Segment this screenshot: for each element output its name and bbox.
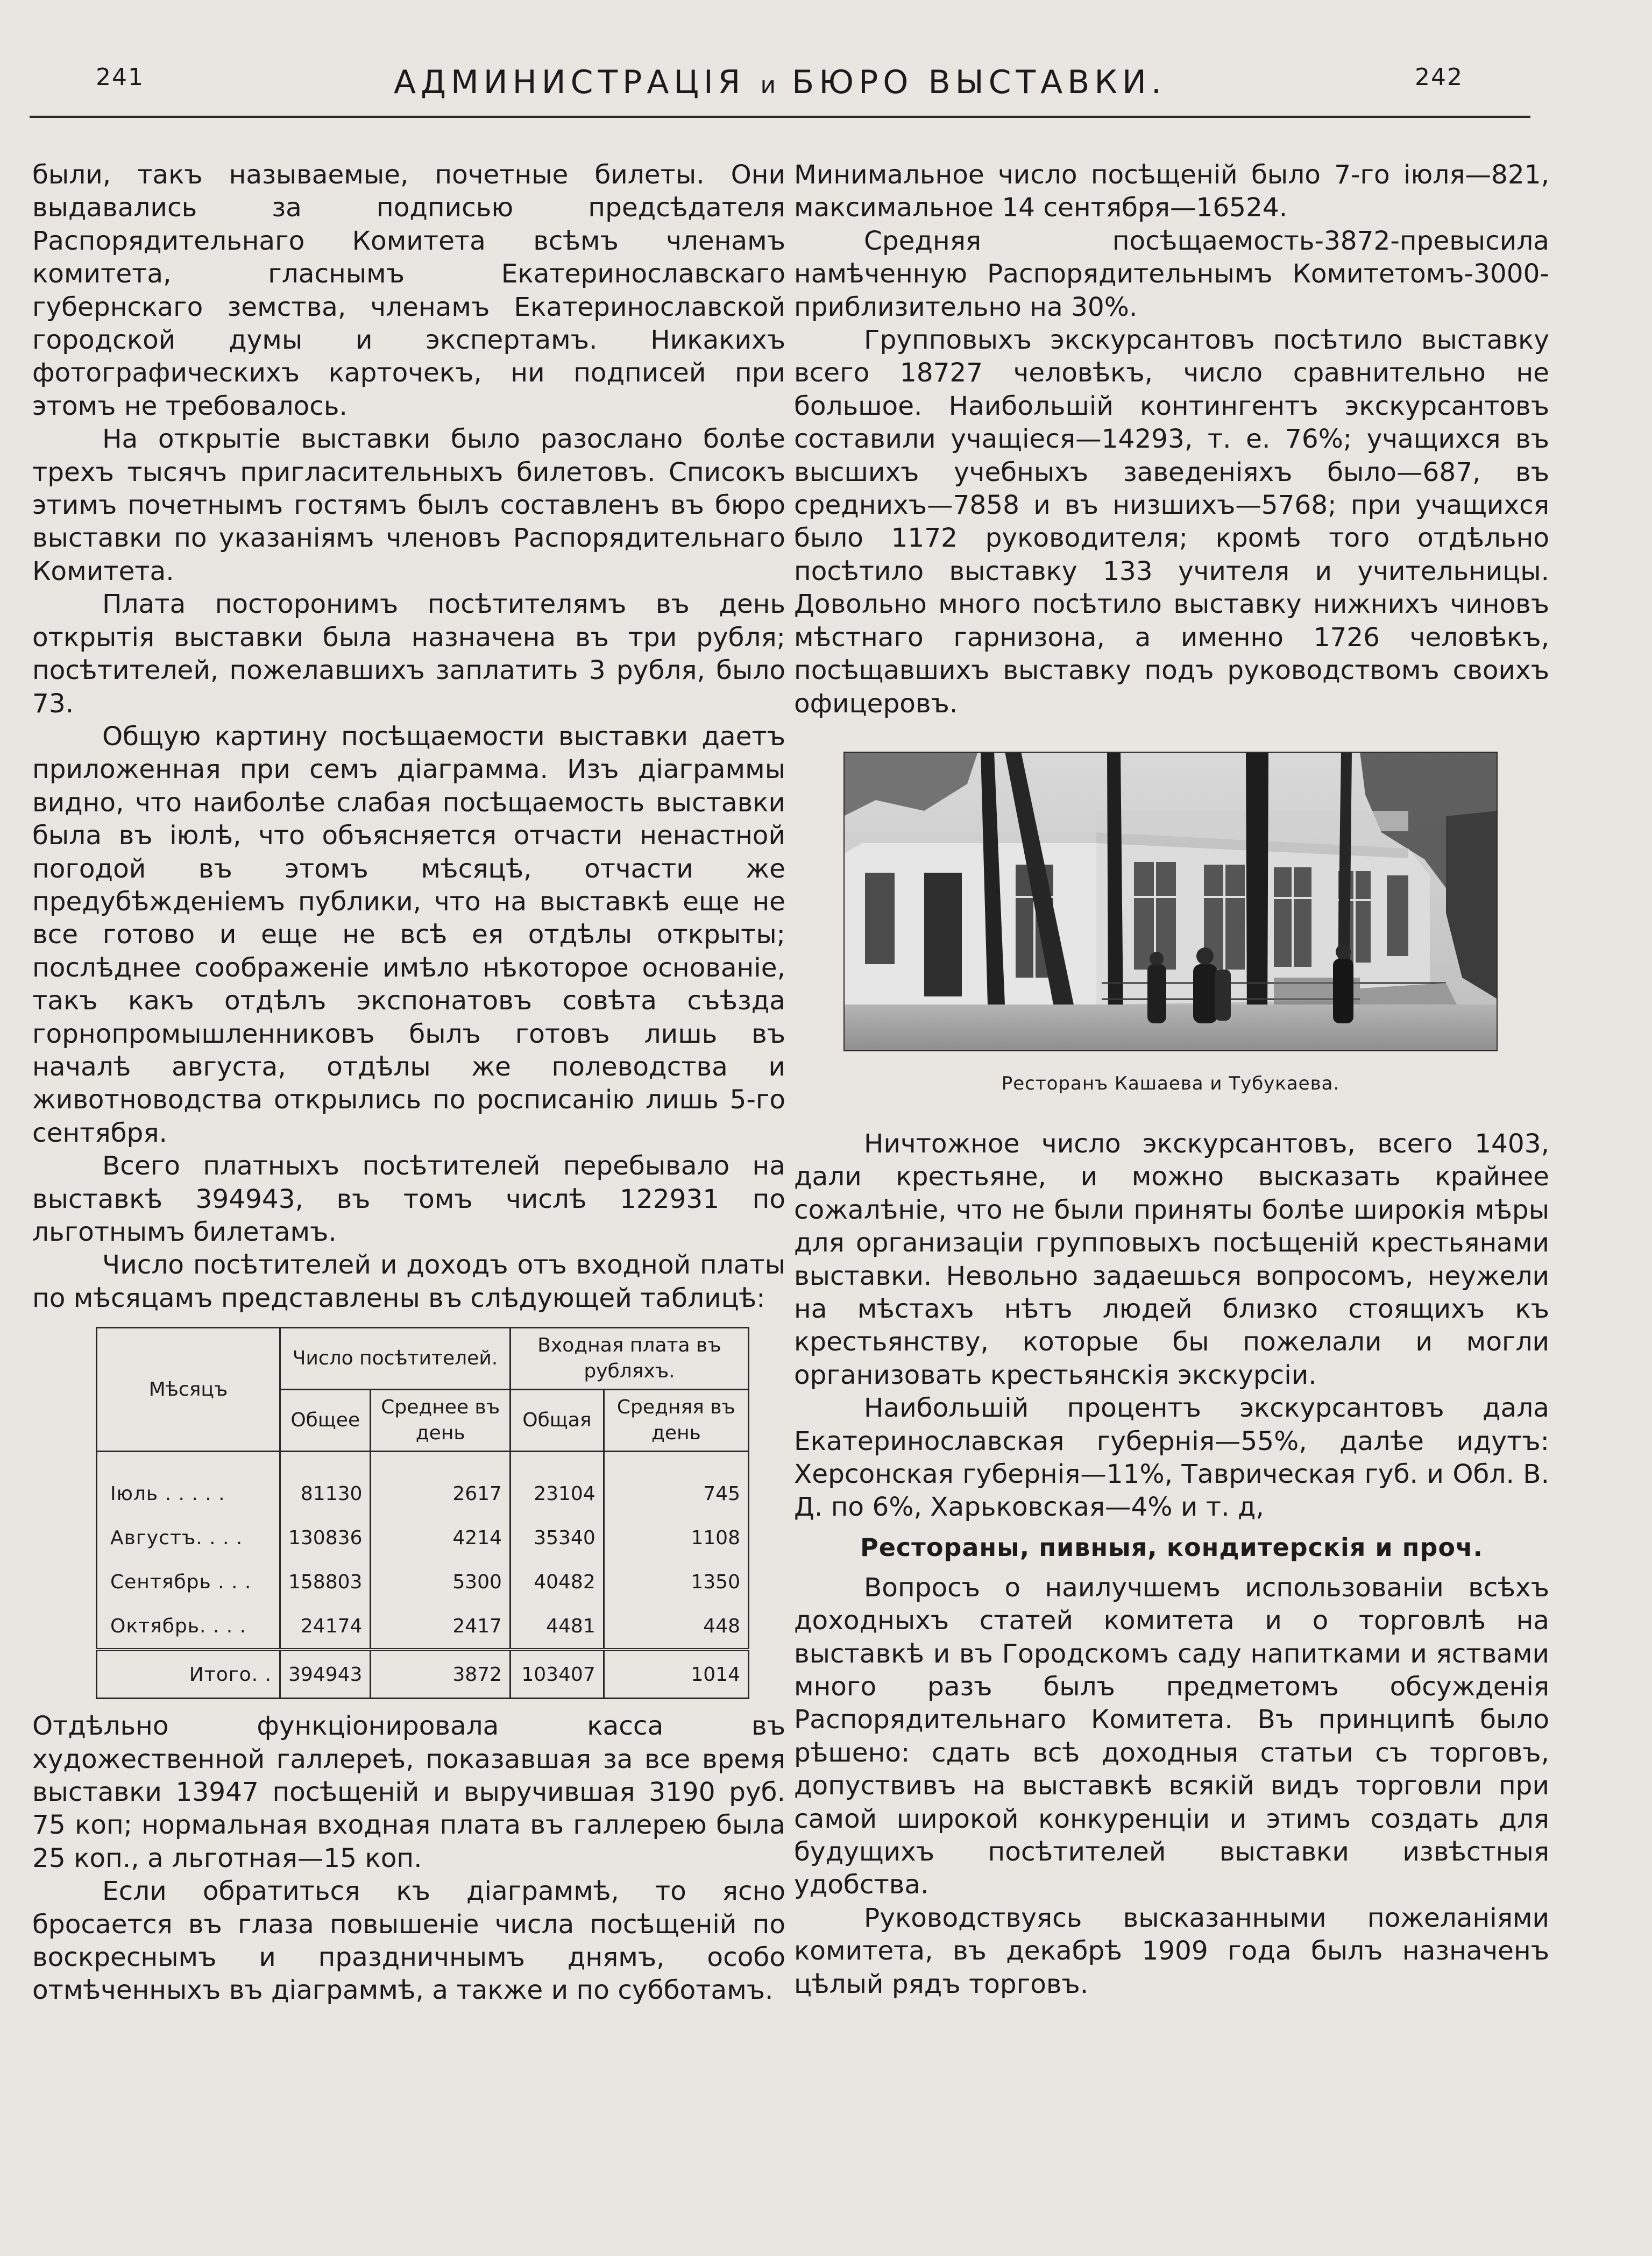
cell-total-fee-avg: 1014: [604, 1650, 748, 1699]
paragraph: Число посѣтителей и доходъ отъ входной платы по мѣсяцамъ представлены въ слѣдующей таблицѣ:: [32, 1250, 785, 1313]
cell-fee: 23104: [510, 1452, 604, 1516]
running-head: [323, 63, 1237, 101]
cell-total-visitors: 394943: [280, 1650, 371, 1699]
paragraph: Минимальное число посѣщеній было 7-го іюля—821, максимальное 14 сентября—16524.: [794, 160, 1549, 223]
visitors-table: [96, 1327, 749, 1699]
running-head-part1: АДМИНИСТРАЦІЯ: [394, 63, 746, 101]
table-subheader-visitors-total: Общее: [280, 1390, 371, 1452]
restaurant-photo: [843, 752, 1498, 1051]
paragraph: Средняя посѣщаемость-3872-превысила намѣченную Распорядительнымъ Комитетомъ-3000-приблизительно на 30%.: [794, 225, 1549, 322]
table-total-row: [97, 1650, 749, 1699]
photo-block: [843, 752, 1498, 1094]
cell-month: Октябрь. . . .: [97, 1604, 280, 1650]
cell-visitors-avg: 2417: [371, 1604, 511, 1650]
paragraph: Общую картину посѣщаемости выставки даетъ приложенная при семъ діаграмма. Изъ діаграммы видно, что наиболѣе слабая посѣщаемость выставки была въ іюлѣ, что объясняется отчасти ненастной погодой въ этомъ мѣсяцѣ, отчасти же предубѣжденіемъ публики, что на выставкѣ еще не все готово и еще не всѣ ея отдѣлы открыты; послѣднее соображеніе имѣло нѣкоторое основаніе, такъ какъ отдѣлъ экспонатовъ совѣта съѣзда горнопромышленниковъ былъ готовъ лишь въ началѣ августа, отдѣлы же полеводства и животноводства открылись по росписанію лишь 5-го сентября.: [32, 721, 785, 1148]
table-subheader-visitors-avg: Среднее въ день: [371, 1390, 511, 1452]
cell-fee-avg: 745: [604, 1452, 748, 1516]
paragraph: Вопросъ о наилучшемъ использованіи всѣхъ доходныхъ статей комитета и о торговлѣ на выставкѣ и въ Городскомъ саду напитками и яствами много разъ былъ предметомъ обсужденія Распорядительнаго Комитета. Въ принципѣ было рѣшено: сдать всѣ доходныя статьи съ торговъ, допуствивъ на выставкѣ всякій видъ торговли при самой широкой конкуренціи и этимъ создать для будущихъ посѣтителей выставки извѣстныя удобства.: [794, 1572, 1549, 1900]
cell-fee-avg: 1108: [604, 1516, 748, 1560]
cell-visitors: 24174: [280, 1604, 371, 1650]
cell-fee: 35340: [510, 1516, 604, 1560]
paragraph: Групповыхъ экскурсантовъ посѣтило выставку всего 18727 человѣкъ, число сравнительно не большое. Наибольшій контингентъ экскурсантовъ составили учащіеся—14293, т. е. 76%; учащихся въ высшихъ учебныхъ заведеніяхъ было—687, въ среднихъ—7858 и въ низшихъ—5768; при учащихся было 1172 руководителя; кромѣ того отдѣльно посѣтило выставку 133 учителя и учительницы. Довольно много посѣтило выставку нижнихъ чиновъ мѣстнаго гарнизона, а именно 1726 человѣкъ, посѣщавшихъ выставку подъ руководствомъ своихъ офицеровъ.: [794, 325, 1549, 719]
table-subheader-fee-total: Общая: [510, 1390, 604, 1452]
table-subheader-fee-avg: Средняя въ день: [604, 1390, 748, 1452]
cell-fee-avg: 1350: [604, 1560, 748, 1604]
cell-month: Іюль . . . . .: [97, 1452, 280, 1516]
paragraph: Отдѣльно функціонировала касса въ художественной галлереѣ, показавшая за все время выставки 13947 посѣщеній и выручившая 3190 руб. 75 коп; нормальная входная плата въ галлерею была 25 коп., а льготная—15 коп.: [32, 1711, 785, 1873]
table-header-fee: Входная плата въ рубляхъ.: [510, 1328, 748, 1390]
photo-caption: Ресторанъ Кашаева и Тубукаева.: [1001, 1072, 1340, 1094]
paragraph: Плата посторонимъ посѣтителямъ въ день открытія выставки была назначена въ три рубля; посѣтителей, пожелавшихъ заплатить 3 рубля, было 73.: [32, 589, 785, 719]
cell-fee: 4481: [510, 1604, 604, 1650]
table-row: [97, 1452, 749, 1516]
cell-visitors: 81130: [280, 1452, 371, 1516]
visitors-table-wrapper: [96, 1327, 749, 1699]
paragraph: Наибольшій процентъ экскурсантовъ дала Екатеринославская губернія—55%, далѣе идутъ: Херсонская губернія—11%, Таврическая губ. и Обл. В. Д. по 6%, Харьковская—4% и т. д,: [794, 1393, 1549, 1523]
cell-total-label: Итого. .: [97, 1650, 280, 1699]
paragraph: Всего платныхъ посѣтителей перебывало на выставкѣ 394943, въ томъ числѣ 122931 по льготнымъ билетамъ.: [32, 1151, 785, 1247]
table-header-month: Мѣсяцъ: [97, 1328, 280, 1452]
section-heading: Рестораны, пивныя, кондитерскія и проч.: [860, 1532, 1483, 1562]
cell-month: Сентябрь . . .: [97, 1560, 280, 1604]
right-column: [794, 159, 1549, 2001]
cell-fee-avg: 448: [604, 1604, 748, 1650]
running-head-part2: БЮРО ВЫСТАВКИ.: [792, 63, 1166, 101]
table-row: [97, 1604, 749, 1650]
page-number-left: 241: [96, 63, 144, 91]
paragraph: На открытіе выставки было разослано болѣе трехъ тысячъ пригласительныхъ билетовъ. Списокъ этимъ почетнымъ гостямъ былъ составленъ въ бюро выставки по указаніямъ членовъ Распорядительнаго Комитета.: [32, 424, 785, 586]
cell-visitors-avg: 4214: [371, 1516, 511, 1560]
paragraph: Если обратиться къ діаграммѣ, то ясно бросается въ глаза повышеніе числа посѣщеній по воскреснымъ и праздничнымъ днямъ, особо отмѣченныхъ въ діаграммѣ, а также и по субботамъ.: [32, 1876, 785, 2006]
cell-visitors-avg: 2617: [371, 1452, 511, 1516]
cell-visitors: 158803: [280, 1560, 371, 1604]
page-number-right: 242: [1415, 63, 1463, 91]
left-column: [32, 159, 785, 2007]
cell-month: Августъ. . . .: [97, 1516, 280, 1560]
header-rule: [30, 116, 1530, 118]
table-header-visitors: Число посѣтителей.: [280, 1328, 511, 1390]
paragraph: были, такъ называемые, почетные билеты. Они выдавались за подписью предсѣдателя Распорядительнаго Комитета всѣмъ членамъ комитета, гласнымъ Екатеринославскаго губернскаго земства, членамъ Екатеринославской городской думы и экспертамъ. Никакихъ фотографическихъ карточекъ, ни подписей при этомъ не требовалось.: [32, 160, 785, 421]
cell-fee: 40482: [510, 1560, 604, 1604]
table-row: [97, 1516, 749, 1560]
paragraph: Ничтожное число экскурсантовъ, всего 1403, дали крестьяне, и можно высказать крайнее сожалѣніе, что не были приняты болѣе широкія мѣры для организаціи групповыхъ посѣщеній крестьянами выставки. Невольно задаешься вопросомъ, неужели на мѣстахъ нѣтъ людей близко стоящихъ къ крестьянству, которые бы пожелали и могли организовать крестьянскія экскурсіи.: [794, 1128, 1549, 1390]
running-head-conjunction: и: [760, 72, 777, 99]
table-row: [97, 1560, 749, 1604]
cell-visitors: 130836: [280, 1516, 371, 1560]
cell-total-visitors-avg: 3872: [371, 1650, 511, 1699]
cell-total-fee: 103407: [510, 1650, 604, 1699]
cell-visitors-avg: 5300: [371, 1560, 511, 1604]
paragraph: Руководствуясь высказанными пожеланіями комитета, въ декабрѣ 1909 года былъ назначенъ цѣлый рядъ торговъ.: [794, 1903, 1549, 1999]
